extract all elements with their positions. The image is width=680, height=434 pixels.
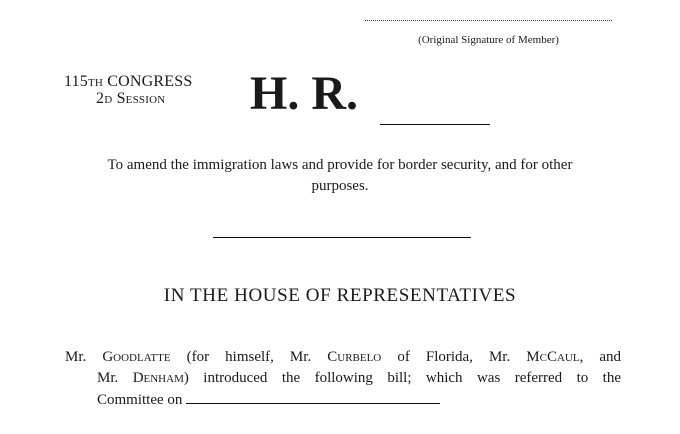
- congress-line: [64, 73, 192, 90]
- intro-part5: ) introduced the following bill; which was referred to the: [183, 370, 621, 386]
- intro-part3: , and: [579, 349, 622, 365]
- congress-word: CONGRESS: [107, 73, 193, 90]
- cosponsor-name-3: Denham: [132, 370, 184, 386]
- separator-rule: [213, 237, 471, 238]
- congress-suffix: th: [88, 73, 104, 90]
- bill-label: H. R.: [250, 67, 358, 120]
- session-line: [64, 90, 192, 107]
- intro-part1: (for himself, Mr.: [186, 349, 312, 365]
- cosponsor-name-2: McCaul: [526, 349, 580, 365]
- bill-number-blank: [380, 124, 490, 125]
- intro-line-3: [65, 389, 621, 411]
- committee-label: Committee on: [97, 392, 183, 408]
- intro-part4: Mr.: [97, 370, 119, 386]
- session-suffix: d: [104, 90, 113, 107]
- chamber-heading: IN THE HOUSE OF REPRESENTATIVES: [163, 285, 517, 306]
- signature-line: [365, 20, 612, 21]
- congress-session-block: [64, 73, 192, 107]
- intro-line-2: [65, 368, 621, 389]
- session-number: 2: [96, 90, 105, 107]
- session-word: Session: [116, 90, 166, 107]
- signature-caption: (Original Signature of Member): [418, 34, 559, 46]
- intro-prefix: Mr.: [65, 349, 87, 365]
- introduction-paragraph: [65, 347, 621, 411]
- intro-part2: of Florida, Mr.: [397, 349, 511, 365]
- cosponsor-name-1: Curbelo: [327, 349, 382, 365]
- bill-purpose: To amend the immigration laws and provide for border security, and for other purposes.: [107, 157, 573, 194]
- sponsor-name: Goodlatte: [102, 349, 171, 365]
- congress-number: 115: [64, 73, 89, 90]
- committee-blank: [186, 389, 440, 404]
